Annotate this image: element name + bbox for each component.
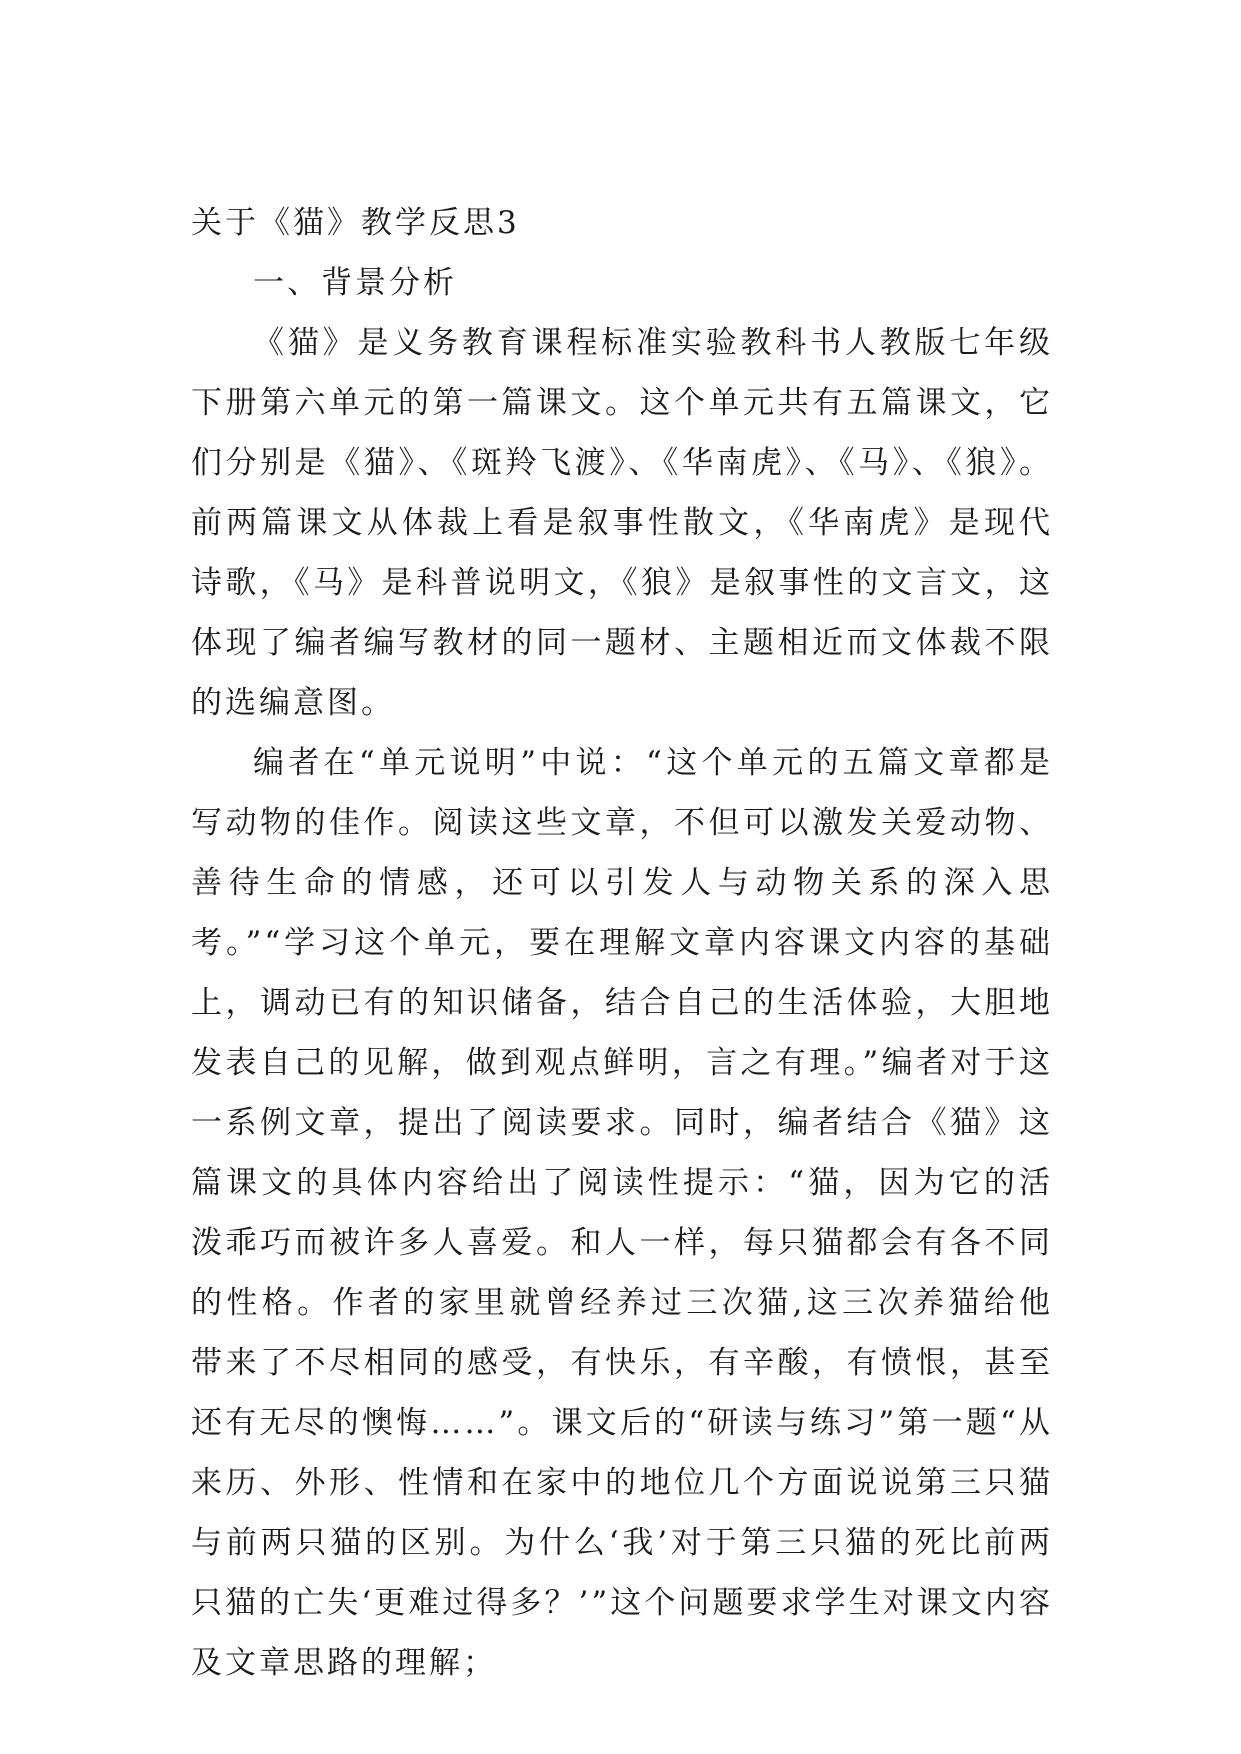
document-body <box>191 193 1053 1693</box>
paragraph-unit-description: 编者在“单元说明”中说：“这个单元的五篇文章都是写动物的佳作。阅读这些文章，不但可以激发关爱动物、善待生命的情感，还可以引发人与动物关系的深入思考。”“学习这个单元，要在理解文章内容课文内容的基础上，调动已有的知识储备，结合自己的生活体验，大胆地发表自己的见解，做到观点鲜明，言之有理。”编者对于这一系例文章，提出了阅读要求。同时，编者结合《猫》这篇课文的具体内容给出了阅读性提示：“猫，因为它的活泼乖巧而被许多人喜爱。和人一样，每只猫都会有各不同的性格。作者的家里就曾经养过三次猫,这三次养猫给他带来了不尽相同的感受，有快乐，有辛酸，有愤恨，甚至还有无尽的懊悔……”。课文后的“研读与练习”第一题“从来历、外形、性情和在家中的地位几个方面说说第三只猫与前两只猫的区别。为什么‘我’对于第三只猫的死比前两只猫的亡失‘更难过得多？’”这个问题要求学生对课文内容及文章思路的理解； <box>191 745 1053 1681</box>
section-heading: 一、背景分析 <box>253 265 457 301</box>
document-title: 关于《猫》教学反思3 <box>191 205 520 241</box>
paragraph-background: 《猫》是义务教育课程标准实验教科书人教版七年级下册第六单元的第一篇课文。这个单元共有五篇课文，它们分别是《猫》、《斑羚飞渡》、《华南虎》、《马》、《狼》。前两篇课文从体裁上看是叙事性散文，《华南虎》是现代诗歌，《马》是科普说明文，《狼》是叙事性的文言文，这体现了编者编写教材的同一题材、主题相近而文体裁不限的选编意图。 <box>191 325 1053 721</box>
